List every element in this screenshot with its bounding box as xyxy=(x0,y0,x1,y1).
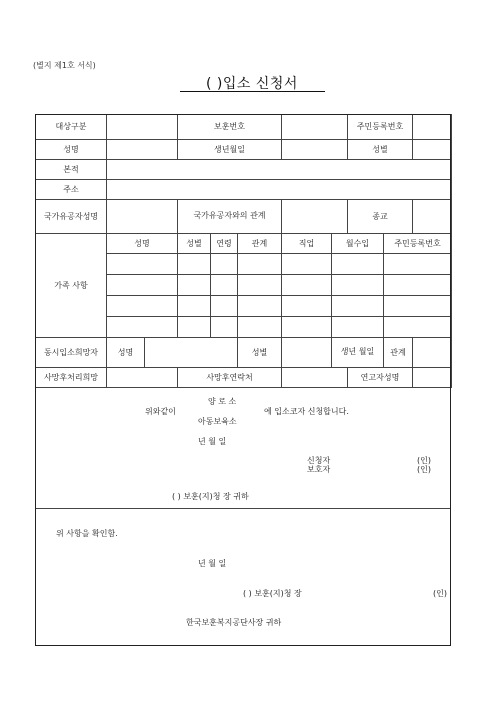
family-header-age: 연령 xyxy=(211,234,238,254)
veteran-name-label: 국가유공자성명 xyxy=(36,200,107,234)
address-label: 주소 xyxy=(36,180,107,200)
title-underline xyxy=(180,91,325,92)
companion-name-label: 성명 xyxy=(107,338,145,368)
confirmation-addressee: 한국보훈복지공단사장 귀하 xyxy=(186,618,282,627)
companion-relation-label: 관계 xyxy=(384,338,413,368)
confirmation-office: ( ) 보훈(지)청 장 xyxy=(243,589,302,598)
family-header-resident-no: 주민등록번호 xyxy=(384,234,452,254)
form-number-label: (별지 제1호 서식) xyxy=(33,61,96,70)
veteran-no-label: 보훈번호 xyxy=(178,115,282,140)
name-label: 성명 xyxy=(36,140,107,160)
companion-birthdate-label: 생년 월일 xyxy=(332,338,384,368)
form-outer-frame xyxy=(35,114,451,646)
page-title: ( )입소 신청서 xyxy=(206,76,298,92)
family-header-income: 월수입 xyxy=(332,234,384,254)
guardian-label: 보호자 xyxy=(307,465,331,474)
family-header-name: 성명 xyxy=(107,234,178,254)
companion-sex-label: 성별 xyxy=(238,338,282,368)
family-header-relation: 관계 xyxy=(238,234,282,254)
companion-label: 동시입소희망자 xyxy=(36,338,107,368)
category-label: 대상구분 xyxy=(36,115,107,140)
family-header-sex: 성별 xyxy=(178,234,211,254)
after-handling-label: 사망후처리희망 xyxy=(36,368,107,388)
origin-label: 본적 xyxy=(36,160,107,180)
sex-label: 성별 xyxy=(348,140,413,160)
confirmation-date: 년 월 일 xyxy=(198,559,227,568)
birthdate-label: 생년월일 xyxy=(178,140,282,160)
applicant-seal: (인) xyxy=(417,456,431,465)
applicant-label: 신청자 xyxy=(307,456,331,465)
option-nursing-home: 양 로 소 xyxy=(208,397,237,406)
statement-suffix: 에 입소코자 신청합니다. xyxy=(264,407,349,416)
resident-no-label: 주민등록번호 xyxy=(348,115,413,140)
confirmation-text: 위 사항을 확인함. xyxy=(56,529,118,538)
application-addressee: ( ) 보훈(지)청 장 귀하 xyxy=(172,492,249,501)
relation-to-veteran-label: 국가유공자와의 관계 xyxy=(178,200,282,234)
guardian-seal: (인) xyxy=(417,465,431,474)
religion-label: 종교 xyxy=(348,200,413,234)
statement-prefix: 위와같이 xyxy=(145,407,176,416)
confirmation-seal: (인) xyxy=(433,589,447,598)
after-contact-label: 사망후연락처 xyxy=(178,368,282,388)
family-header-job: 직업 xyxy=(282,234,332,254)
family-label: 가족 사항 xyxy=(36,234,107,338)
application-date: 년 월 일 xyxy=(198,437,227,446)
guarantor-name-label: 연고자성명 xyxy=(348,368,413,388)
option-child-care: 아동보육소 xyxy=(198,417,237,426)
